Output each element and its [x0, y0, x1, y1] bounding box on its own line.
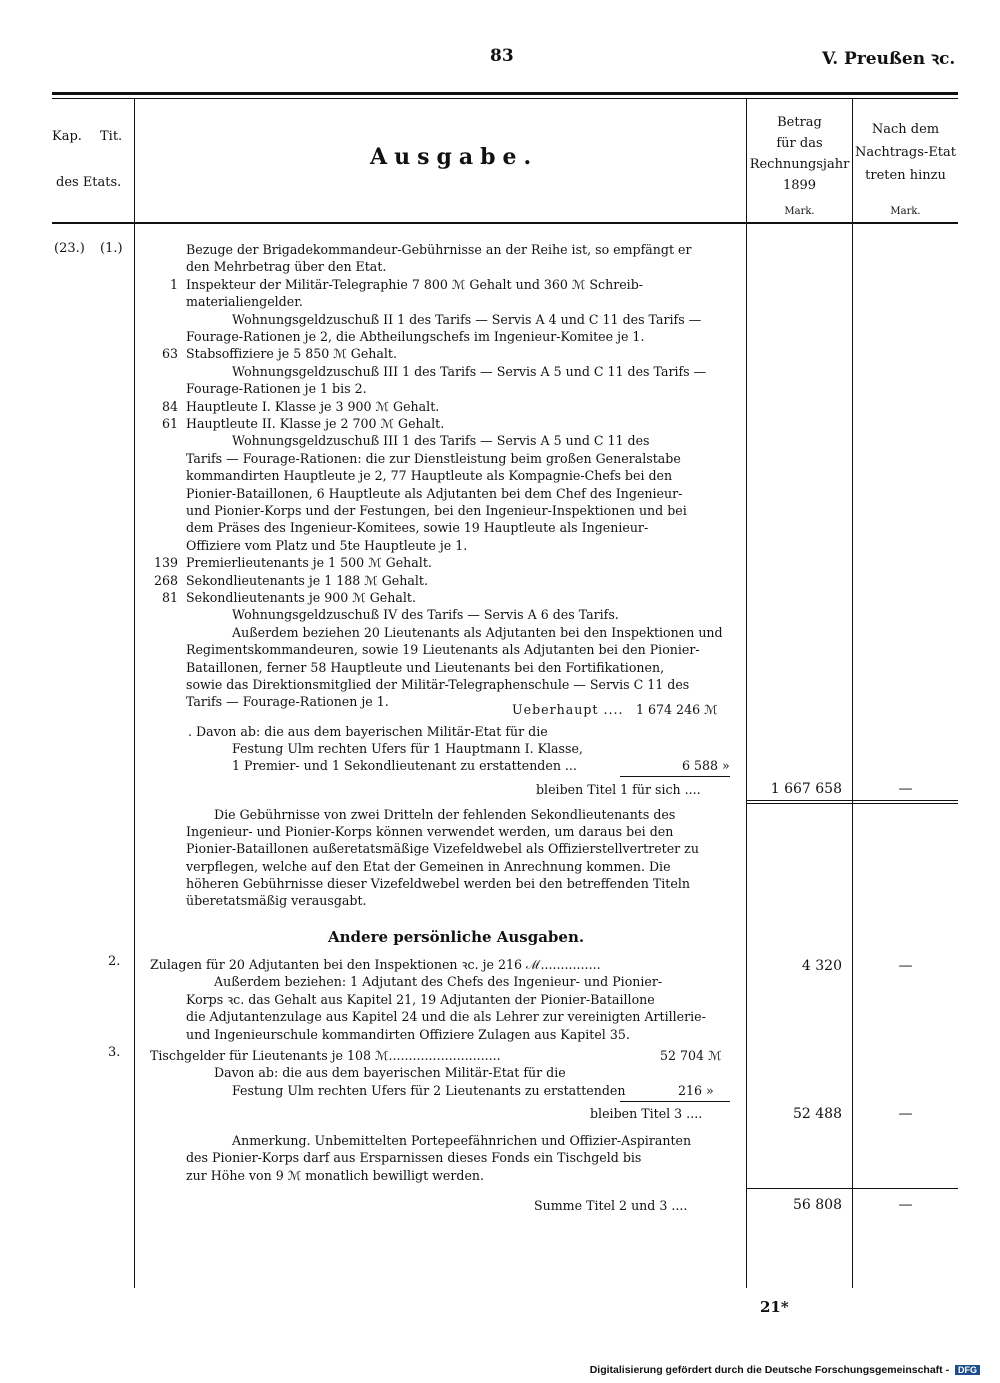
title-1-line-3: materialiengelder.: [186, 294, 303, 310]
signature-mark: 21*: [760, 1298, 789, 1316]
titel-2-line-4: und Ingenieurschule kommandirten Offiziere Zulagen aus Kapitel 35.: [186, 1026, 630, 1042]
title-1-line-23: Regimentskommandeuren, sowie 19 Lieutenants als Adjutanten bei den Pionier-: [186, 642, 700, 658]
title-1-line-11: Wohnungsgeldzuschuß III 1 des Tarifs — Servis A 5 und C 11 des: [232, 433, 650, 449]
count-2: 84: [161, 398, 178, 414]
titel-3-line-1: Tischgelder für Lieutenants je 108 ℳ............................: [150, 1048, 501, 1063]
note-line-0: Die Gebührnisse von zwei Dritteln der fehlenden Sekondlieutenants des: [214, 807, 676, 822]
subtotal-rule-1: [620, 776, 730, 777]
tit-number: (1.): [100, 241, 123, 256]
titel-2-line-1: Außerdem beziehen: 1 Adjutant des Chefs des Ingenieur- und Pionier-: [214, 974, 663, 990]
col-rule-1: [134, 98, 135, 1288]
dfg-credit: [590, 1364, 980, 1376]
title-1-line-1: den Mehrbetrag über den Etat.: [186, 259, 387, 275]
titel-3-value: 52 704 ℳ: [660, 1048, 722, 1063]
col-kap: Kap.: [52, 129, 82, 144]
col-betrag: Betrag für das Rechnungsjahr 1899: [749, 115, 850, 193]
nachtrag-titel-1: —: [898, 781, 913, 797]
title-1-line-24: Bataillonen, ferner 58 Hauptleute und Lieutenants bei den Fortifikationen,: [186, 659, 665, 675]
bleiben-titel-1: bleiben Titel 1 für sich ....: [536, 782, 701, 797]
title-1-line-0: Bezuge der Brigadekommandeur-Gebührnisse an der Reihe ist, so empfängt er: [186, 242, 692, 257]
titel-3-davon-value: 216 »: [678, 1083, 714, 1098]
title-1-line-4: Wohnungsgeldzuschuß II 1 des Tarifs — Servis A 4 und C 11 des Tarifs —: [232, 311, 702, 327]
title-1-line-26: Tarifs — Fourage-Rationen je 1.: [186, 694, 389, 710]
summe-label: Summe Titel 2 und 3 ....: [534, 1198, 688, 1213]
title-1-line-6: Stabsoffiziere je 5 850 ℳ Gehalt.: [186, 346, 397, 362]
section-heading: Andere persönliche Ausgaben.: [328, 928, 585, 946]
title-1-line-12: Tarifs — Fourage-Rationen: die zur Dienstleistung beim großen Generalstabe: [186, 450, 681, 466]
kap-number: (23.): [54, 241, 85, 256]
davon-line-1: . Davon ab: die aus dem bayerischen Militär-Etat für die: [188, 724, 548, 739]
titel-3-davon-1: Davon ab: die aus dem bayerischen Militär-Etat für die: [214, 1065, 566, 1080]
ueberhaupt-label: Ueberhaupt ....: [512, 702, 624, 717]
davon-line-3: 1 Premier- und 1 Sekondlieutenant zu erstattenden ...: [232, 758, 577, 773]
title-1-line-9: Hauptleute I. Klasse je 3 900 ℳ Gehalt.: [186, 398, 440, 414]
titel-2-line-2: Korps ꝛc. das Gehalt aus Kapitel 21, 19 Adjutanten der Pionier-Bataillone: [186, 991, 655, 1007]
nachtrag-titel-3: —: [898, 1106, 913, 1122]
unit-betrag: Mark.: [784, 206, 815, 217]
col-des-etats: des Etats.: [56, 175, 122, 190]
column-title: Ausgabe.: [370, 144, 539, 170]
title-1-line-7: Wohnungsgeldzuschuß III 1 des Tarifs — Servis A 5 und C 11 des Tarifs —: [232, 363, 707, 379]
titel-1-rule-b: [747, 803, 958, 804]
title-1-line-16: dem Präses des Ingenieur-Komitees, sowie 19 Hauptleute als Ingenieur-: [186, 520, 649, 536]
tit-2-number: 2.: [108, 954, 121, 969]
col-nachtrag: Nach dem Nachtrags-Etat treten hinzu: [854, 122, 957, 183]
bleiben-titel-3: bleiben Titel 3 ....: [590, 1106, 703, 1121]
title-1-line-5: Fourage-Rationen je 2, die Abtheilungschefs im Ingenieur-Komitee je 1.: [186, 329, 645, 344]
title-1-line-15: und Pionier-Korps und der Festungen, bei den Ingenieur-Inspektionen und bei: [186, 503, 687, 518]
ueberhaupt-value: 1 674 246 ℳ: [636, 702, 718, 717]
summe-nachtrag: —: [898, 1197, 913, 1213]
subtotal-rule-3: [620, 1101, 730, 1102]
davon-value: 6 588 »: [682, 758, 730, 773]
title-1-line-13: kommandirten Hauptleute je 2, 77 Hauptleute als Kompagnie-Chefs bei den: [186, 468, 673, 484]
note-line-3: verpflegen, welche auf den Etat der Gemeinen in Anrechnung kommen. Die: [186, 858, 671, 874]
title-1-line-17: Offiziere vom Platz und 5te Hauptleute je 1.: [186, 537, 468, 553]
count-6: 81: [161, 590, 178, 605]
title-1-line-14: Pionier-Bataillonen, 6 Hauptleute als Adjutanten bei dem Chef des Ingenieur-: [186, 485, 683, 501]
header-bottom-rule: [52, 222, 958, 224]
title-1-line-21: Wohnungsgeldzuschuß IV des Tarifs — Servis A 6 des Tarifs.: [232, 607, 619, 623]
title-1-line-18: Premierlieutenants je 1 500 ℳ Gehalt.: [186, 555, 432, 571]
title-1-line-19: Sekondlieutenants je 1 188 ℳ Gehalt.: [186, 572, 428, 588]
count-3: 61: [161, 416, 178, 431]
top-double-rule-1: [52, 92, 958, 95]
title-1-line-10: Hauptleute II. Klasse je 2 700 ℳ Gehalt.: [186, 416, 445, 431]
davon-line-2: Festung Ulm rechten Ufers für 1 Hauptmann I. Klasse,: [232, 741, 583, 756]
titel-2-line-3: die Adjutantenzulage aus Kapitel 24 und die als Lehrer zur vereinigten Artillerie-: [186, 1009, 706, 1025]
title-1-line-20: Sekondlieutenants je 900 ℳ Gehalt.: [186, 590, 416, 605]
amount-titel-3: 52 488: [793, 1106, 842, 1122]
title-1-line-8: Fourage-Rationen je 1 bis 2.: [186, 381, 367, 397]
count-1: 63: [161, 346, 178, 362]
note-line-1: Ingenieur- und Pionier-Korps können verwendet werden, um daraus bei den: [186, 824, 674, 840]
count-5: 268: [153, 572, 178, 588]
tit-3-number: 3.: [108, 1045, 121, 1060]
running-head: V. Preußen ꝛc.: [822, 49, 956, 69]
top-double-rule-2: [52, 98, 958, 99]
anmerkung-line-0: Anmerkung. Unbemittelten Portepeefähnrichen und Offizier-Aspiranten: [232, 1133, 692, 1148]
count-0: 1: [169, 276, 178, 292]
anmerkung-line-1: des Pionier-Korps darf aus Ersparnissen dieses Fonds ein Tischgeld bis: [186, 1150, 642, 1166]
note-line-4: höheren Gebührnisse dieser Vizefeldwebel werden bei den betreffenden Titeln: [186, 875, 690, 891]
nachtrag-titel-2: —: [898, 958, 913, 974]
page-number: 83: [490, 46, 514, 66]
anmerkung-line-2: zur Höhe von 9 ℳ monatlich bewilligt werden.: [186, 1167, 485, 1183]
dfg-logo: DFG: [955, 1365, 980, 1375]
unit-nachtrag: Mark.: [890, 206, 921, 217]
note-line-5: überetatsmäßig verausgabt.: [186, 893, 367, 908]
summe-amount: 56 808: [793, 1197, 842, 1213]
title-1-line-25: sowie das Direktionsmitglied der Militär-Telegraphenschule — Servis C 11 des: [186, 677, 690, 692]
note-line-2: Pionier-Bataillonen außeretatsmäßige Vizefeldwebel als Offizierstellvertreter zu: [186, 841, 699, 857]
amount-titel-2: 4 320: [801, 958, 842, 974]
title-1-line-22: Außerdem beziehen 20 Lieutenants als Adjutanten bei den Inspektionen und: [232, 624, 723, 640]
amount-titel-1: 1 667 658: [770, 781, 842, 797]
titel-2-line-0: Zulagen für 20 Adjutanten bei den Inspektionen ꝛc. je 216 ℳ...............: [150, 957, 601, 972]
credit-text: Digitalisierung gefördert durch die Deutsche Forschungsgemeinschaft -: [589, 1364, 950, 1376]
title-1-line-2: Inspekteur der Militär-Telegraphie 7 800 ℳ Gehalt und 360 ℳ Schreib-: [186, 276, 644, 292]
count-4: 139: [153, 555, 178, 571]
titel-3-davon-2: Festung Ulm rechten Ufers für 2 Lieutenants zu erstattenden: [232, 1083, 626, 1098]
summe-rule: [747, 1188, 958, 1189]
titel-1-rule-a: [747, 800, 958, 801]
col-tit: Tit.: [100, 129, 123, 144]
